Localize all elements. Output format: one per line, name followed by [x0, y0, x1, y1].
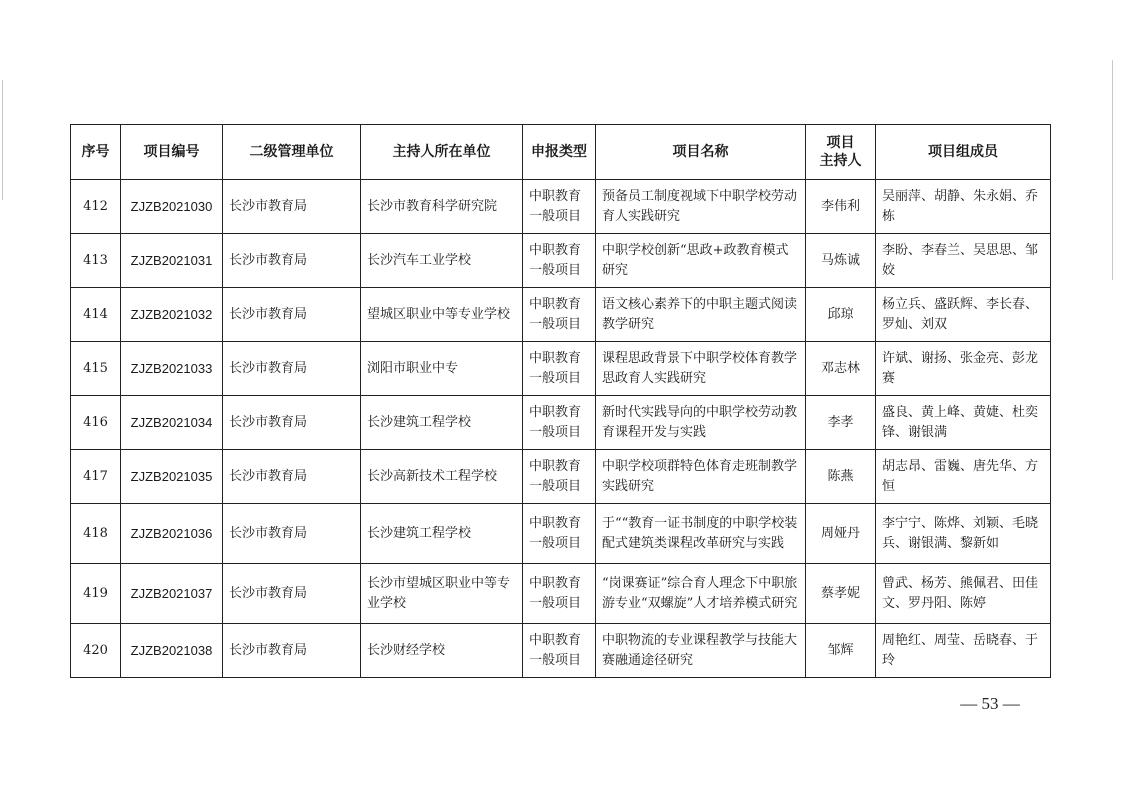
- cell-code: ZJZB2021035: [121, 450, 223, 504]
- cell-host: 周娅丹: [806, 504, 876, 564]
- page-number: — 53 —: [960, 694, 1020, 713]
- header-code: 项目编号: [121, 125, 223, 180]
- cell-host: 蔡孝妮: [806, 564, 876, 624]
- cell-code: ZJZB2021032: [121, 288, 223, 342]
- table-row: [71, 564, 1051, 624]
- cell-members: 曾武、杨芳、熊佩君、田佳文、罗丹阳、陈婷: [876, 564, 1051, 624]
- cell-unit: 长沙市教育局: [223, 288, 361, 342]
- cell-unit: 长沙市教育局: [223, 624, 361, 678]
- cell-name: 中职学校创新“思政+政教育模式研究: [596, 234, 806, 288]
- table-row: [71, 624, 1051, 678]
- cell-index: 416: [71, 396, 121, 450]
- cell-name: “岗课赛证”综合育人理念下中职旅游专业“双螺旋”人才培养模式研究: [596, 564, 806, 624]
- cell-name: 预备员工制度视域下中职学校劳动育人实践研究: [596, 180, 806, 234]
- cell-host: 马炼诚: [806, 234, 876, 288]
- table-row: [71, 450, 1051, 504]
- cell-host: 邹辉: [806, 624, 876, 678]
- cell-host: 陈燕: [806, 450, 876, 504]
- cell-host: 李伟利: [806, 180, 876, 234]
- cell-members: 胡志昂、雷巍、唐先华、方恒: [876, 450, 1051, 504]
- cell-code: ZJZB2021030: [121, 180, 223, 234]
- table-row: [71, 342, 1051, 396]
- cell-unit: 长沙市教育局: [223, 564, 361, 624]
- cell-host: 邓志林: [806, 342, 876, 396]
- cell-index: 414: [71, 288, 121, 342]
- cell-name: 语文核心素养下的中职主题式阅读教学研究: [596, 288, 806, 342]
- cell-index: 417: [71, 450, 121, 504]
- table-row: [71, 396, 1051, 450]
- cell-type: 中职教育一般项目: [523, 396, 596, 450]
- cell-type: 中职教育一般项目: [523, 564, 596, 624]
- cell-type: 中职教育一般项目: [523, 504, 596, 564]
- cell-index: 418: [71, 504, 121, 564]
- cell-unit: 长沙市教育局: [223, 180, 361, 234]
- cell-host: 邱琼: [806, 288, 876, 342]
- header-unit: 二级管理单位: [223, 125, 361, 180]
- cell-host-unit: 长沙市教育科学研究院: [361, 180, 523, 234]
- cell-host-unit: 望城区职业中等专业学校: [361, 288, 523, 342]
- cell-name: 新时代实践导向的中职学校劳动教育课程开发与实践: [596, 396, 806, 450]
- header-type: 申报类型: [523, 125, 596, 180]
- cell-host-unit: 长沙市望城区职业中等专业学校: [361, 564, 523, 624]
- cell-host-unit: 长沙建筑工程学校: [361, 396, 523, 450]
- table-row: [71, 234, 1051, 288]
- cell-host-unit: 长沙财经学校: [361, 624, 523, 678]
- cell-members: 盛良、黄上峰、黄婕、杜奕锋、谢银满: [876, 396, 1051, 450]
- cell-host-unit: 长沙高新技术工程学校: [361, 450, 523, 504]
- project-table: [70, 124, 1051, 678]
- cell-host-unit: 长沙汽车工业学校: [361, 234, 523, 288]
- cell-code: ZJZB2021037: [121, 564, 223, 624]
- cell-members: 李盼、李春兰、吴思思、邹姣: [876, 234, 1051, 288]
- cell-unit: 长沙市教育局: [223, 450, 361, 504]
- cell-name: 中职物流的专业课程教学与技能大赛融通途径研究: [596, 624, 806, 678]
- cell-members: 吴丽萍、胡静、朱永娟、乔栋: [876, 180, 1051, 234]
- table-row: [71, 504, 1051, 564]
- cell-unit: 长沙市教育局: [223, 396, 361, 450]
- cell-name: 课程思政背景下中职学校体育教学思政育人实践研究: [596, 342, 806, 396]
- scan-edge-mark: [2, 80, 3, 200]
- cell-unit: 长沙市教育局: [223, 504, 361, 564]
- header-host-unit: 主持人所在单位: [361, 125, 523, 180]
- cell-code: ZJZB2021038: [121, 624, 223, 678]
- header-index: 序号: [71, 125, 121, 180]
- cell-unit: 长沙市教育局: [223, 234, 361, 288]
- cell-index: 415: [71, 342, 121, 396]
- cell-code: ZJZB2021034: [121, 396, 223, 450]
- cell-host-unit: 长沙建筑工程学校: [361, 504, 523, 564]
- table-row: [71, 180, 1051, 234]
- header-members: 项目组成员: [876, 125, 1051, 180]
- cell-members: 李宁宁、陈烨、刘颖、毛晓兵、谢银满、黎新如: [876, 504, 1051, 564]
- cell-index: 412: [71, 180, 121, 234]
- cell-host: 李孝: [806, 396, 876, 450]
- cell-code: ZJZB2021031: [121, 234, 223, 288]
- header-name: 项目名称: [596, 125, 806, 180]
- cell-host-unit: 浏阳市职业中专: [361, 342, 523, 396]
- cell-members: 许斌、谢扬、张金亮、彭龙赛: [876, 342, 1051, 396]
- cell-index: 420: [71, 624, 121, 678]
- table-row: [71, 288, 1051, 342]
- cell-code: ZJZB2021033: [121, 342, 223, 396]
- cell-index: 419: [71, 564, 121, 624]
- header-host: 项目 主持人: [806, 125, 876, 180]
- cell-name: 于““教育一证书制度的中职学校装配式建筑类课程改革研究与实践: [596, 504, 806, 564]
- cell-members: 杨立兵、盛跃辉、李长春、罗灿、刘双: [876, 288, 1051, 342]
- cell-members: 周艳红、周莹、岳晓春、于玲: [876, 624, 1051, 678]
- cell-type: 中职教育一般项目: [523, 342, 596, 396]
- table-header-row: [71, 125, 1051, 180]
- cell-type: 中职教育一般项目: [523, 624, 596, 678]
- cell-unit: 长沙市教育局: [223, 342, 361, 396]
- cell-type: 中职教育一般项目: [523, 234, 596, 288]
- cell-type: 中职教育一般项目: [523, 450, 596, 504]
- cell-type: 中职教育一般项目: [523, 288, 596, 342]
- cell-index: 413: [71, 234, 121, 288]
- scan-edge-mark: [1112, 60, 1113, 280]
- cell-type: 中职教育一般项目: [523, 180, 596, 234]
- cell-code: ZJZB2021036: [121, 504, 223, 564]
- cell-name: 中职学校项群特色体育走班制教学实践研究: [596, 450, 806, 504]
